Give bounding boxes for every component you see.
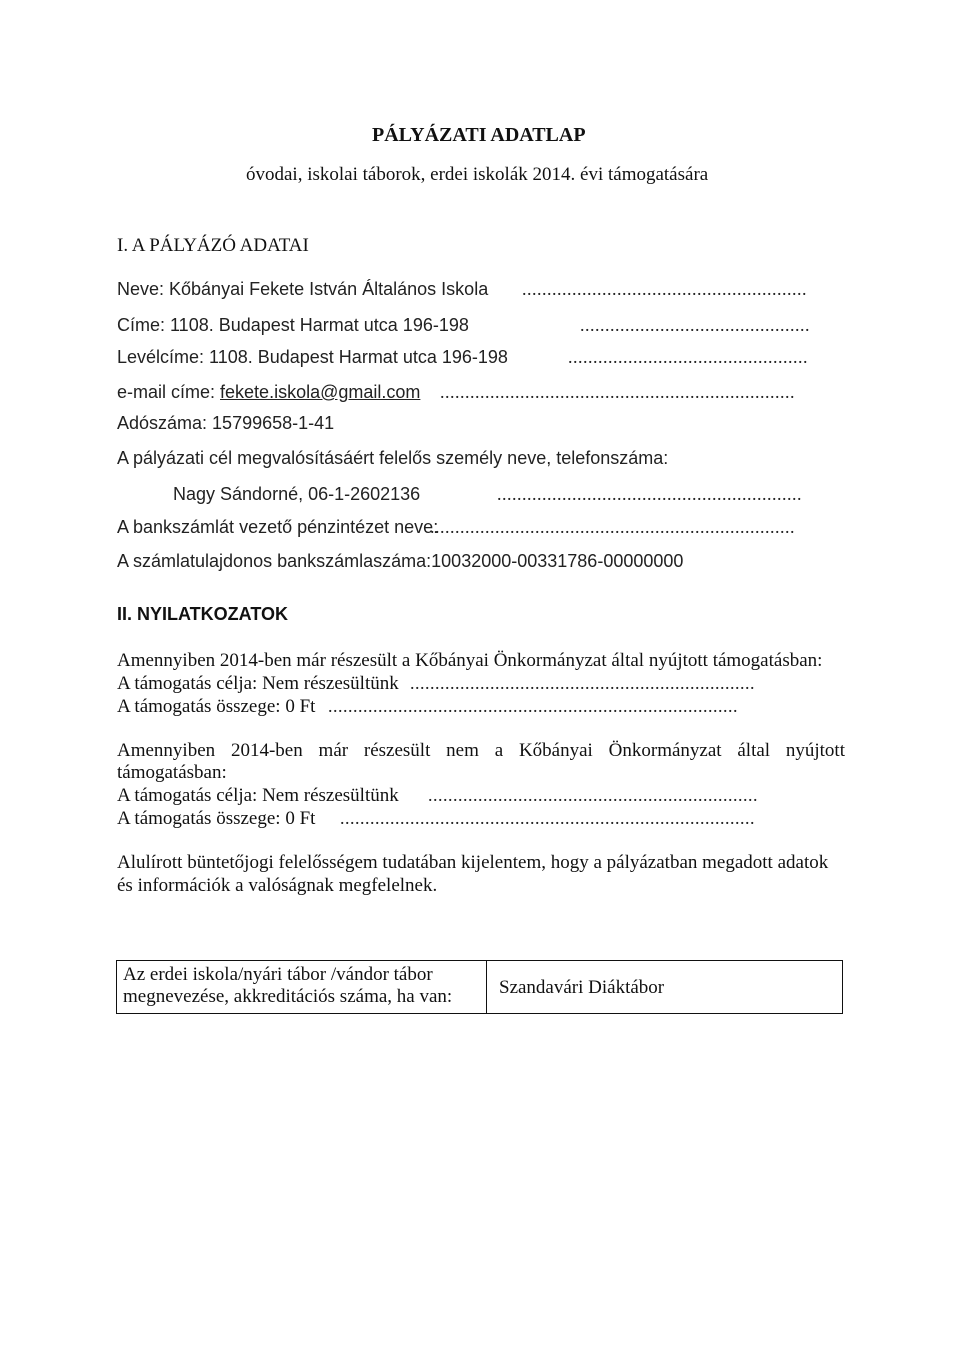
page-subtitle: óvodai, iskolai táborok, erdei iskolák 2014. évi támogatására [246,164,709,185]
responsible-label: A pályázati cél megvalósításáért felelős személy neve, telefonszáma: [117,448,669,468]
fill-dots: ....................................................................... [440,382,795,402]
declaration-text: Alulírott büntetőjogi felelősségem tudatában kijelentem, hogy a pályázatban megadott adatok és információk a valóságnak megfelelnek. [117,852,829,896]
block1-amount: A támogatás összege: 0 Ft [117,696,316,717]
camp-name-label: Az erdei iskola/nyári tábor /vándor tábor megnevezése, akkreditációs száma, ha van: [117,961,487,1013]
fill-dots: .................................................................................. [328,696,738,716]
fill-dots: ................................................................................... [340,808,755,828]
block2-intro-line1: Amennyiben 2014-ben már részesült nem a Kőbányai Önkormányzat által nyújtott [117,740,845,761]
bank-name-label: A bankszámlát vezető pénzintézet neve: [117,517,439,537]
section-heading-applicant: I. A PÁLYÁZÓ ADATAI [117,235,309,256]
fill-dots: ..................................................................... [410,673,755,693]
email-label: e-mail címe: [117,382,221,402]
fill-dots: ......................................................... [522,279,807,299]
block2-amount: A támogatás összege: 0 Ft [117,808,316,829]
section-heading-declarations: II. NYILATKOZATOK [117,604,288,624]
block1-intro: Amennyiben 2014-ben már részesült a Kőbányai Önkormányzat által nyújtott támogatásban: [117,650,823,671]
applicant-email [117,382,420,403]
page-title: PÁLYÁZATI ADATLAP [372,124,586,146]
applicant-tax-number: Adószáma: 15799658-1-41 [117,413,335,433]
applicant-address: Címe: 1108. Budapest Harmat utca 196-198 [117,315,469,335]
applicant-mail-address: Levélcíme: 1108. Budapest Harmat utca 196-198 [117,347,508,367]
fill-dots: .............................................. [580,315,810,335]
applicant-name: Neve: Kőbányai Fekete István Általános Iskola [117,279,489,299]
account-number: A számlatulajdonos bankszámlaszáma:10032000-00331786-00000000 [117,551,684,571]
responsible-value: Nagy Sándorné, 06-1-2602136 [173,484,421,504]
fill-dots: ................................................ [568,347,808,367]
fill-dots: ............................................................. [497,484,802,504]
block1-purpose: A támogatás célja: Nem részesültünk [117,673,399,694]
camp-name-value: Szandavári Diáktábor [499,977,665,998]
block2-intro-line2: támogatásban: [117,762,227,783]
block2-purpose: A támogatás célja: Nem részesültünk [117,785,399,806]
fill-dots: ......................................................................... [430,517,795,537]
fill-dots: .................................................................. [428,785,758,805]
camp-name-table [116,960,843,1014]
email-link[interactable]: fekete.iskola@gmail.com [220,382,421,402]
